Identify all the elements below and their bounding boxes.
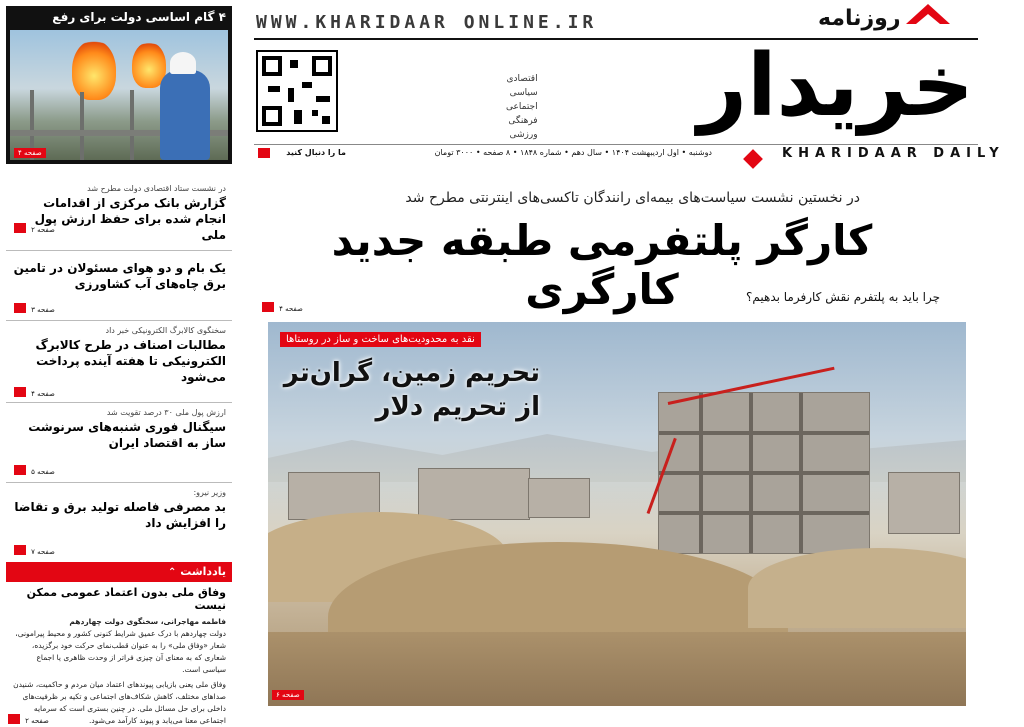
sidebar-page: صفحه ۲ [31, 226, 55, 234]
category: سیاسی [509, 88, 538, 98]
logo-diamond-icon [743, 149, 763, 169]
page-icon [8, 714, 20, 724]
sidebar-page: صفحه ۳ [31, 306, 55, 314]
main-subhead: چرا باید به پلتفرم نقش کارفرما بدهیم؟ [746, 290, 940, 304]
category: اجتماعی [506, 102, 538, 112]
category: اقتصادی [506, 74, 538, 84]
note-header [6, 562, 232, 582]
sidebar-page: صفحه ۵ [31, 468, 55, 476]
sidebar-title[interactable]: گزارش بانک مرکزی از اقدامات انجام شده برای حفظ ارزش پول ملی [34, 196, 226, 242]
helmet [170, 52, 196, 74]
sidebar-kicker: وزیر نیرو: [193, 488, 226, 497]
qr-code-icon[interactable] [256, 50, 338, 132]
top-banner[interactable] [6, 6, 232, 164]
photo-headline-line: تحریم زمین، گران‌تر [283, 358, 540, 388]
sidebar-item[interactable] [6, 322, 232, 400]
sidebar-item[interactable] [6, 180, 232, 242]
top-banner-headline: ۴ گام اساسی دولت برای رفع [52, 10, 226, 24]
page-icon [14, 303, 26, 313]
sidebar-page: صفحه ۷ [31, 548, 55, 556]
social-icon[interactable] [258, 148, 270, 158]
logo[interactable]: خریدار [697, 36, 974, 136]
worker-figure [160, 70, 210, 160]
page-icon [14, 465, 26, 475]
page-icon [14, 223, 26, 233]
sidebar-kicker: ارزش پول ملی ۳۰ درصد تقویت شد [106, 408, 226, 417]
sidebar-item[interactable] [6, 254, 232, 316]
follow-us[interactable]: ما را دنبال کنید [286, 148, 346, 157]
sidebar-item[interactable] [6, 484, 232, 558]
main-headline[interactable]: کارگر پلتفرمی طبقه جدید کارگری [331, 216, 873, 314]
note-title[interactable]: وفاق ملی بدون اعتماد عمومی ممکن نیست [26, 586, 226, 612]
sidebar-kicker: سخنگوی کالابرگ الکترونیکی خبر داد [105, 326, 226, 335]
page-icon [14, 387, 26, 397]
top-banner-photo [10, 30, 228, 160]
note-paragraph: وفاق ملی یعنی بازیابی پیوندهای اعتماد میان مردم و حاکمیت، شنیدن صداهای مختلف، کاهش شکاف‌های اجتماعی و تکیه بر ظرفیت‌های داخلی برای حل مسائل ملی. در چنین بستری است که سرمایه اجتماعی معنا می‌یابد و پیوند کارآمد می‌شود. [13, 680, 226, 725]
note-body[interactable] [6, 586, 232, 727]
note-page: صفحه ۲ [25, 717, 49, 725]
issue-info: دوشنبه • اول اردیبهشت ۱۴۰۴ • سال دهم • شماره ۱۸۴۸ • ۸ صفحه • ۳۰۰۰ تومان [434, 148, 712, 157]
flame-icon [72, 40, 116, 100]
photo-headline[interactable] [270, 356, 540, 424]
category-list [506, 72, 538, 142]
note-paragraph: دولت چهاردهم با درک عمیق شرایط کنونی کشور و محیط پیرامونی، شعار «وفاق ملی» را به عنوان قطب‌نمای حرکت خود برگزیده، شعاری که به معنای آن چیزی فراتر از وحدت ظاهری یا اجماع سیاسی است. [15, 629, 226, 674]
sidebar-title[interactable]: یک بام و دو هوای مسئولان در تامین برق چاه‌های آب کشاورزی [13, 261, 226, 291]
main-page: صفحه ۴ [279, 305, 303, 313]
website-url[interactable]: WWW.KHARIDAAR ONLINE.IR [256, 12, 598, 33]
sidebar-title[interactable]: بد مصرفی فاصله تولید برق و تقاضا را افزایش داد [14, 500, 226, 530]
category: ورزشی [509, 130, 538, 140]
note-label: یادداشت [180, 565, 226, 578]
chevron-up-icon: ⌃ [167, 567, 177, 578]
daily-label: KHARIDAAR DAILY [782, 146, 1005, 161]
photo-headline-line: از تحریم دلار [375, 392, 540, 422]
sidebar-page: صفحه ۴ [31, 390, 55, 398]
main-kicker: در نخستین نشست سیاست‌های بیمه‌ای رانندگان تاکسی‌های اینترنتی مطرح شد [405, 190, 860, 206]
photo-tag: نقد به محدودیت‌های ساخت و ساز در روستاها [280, 332, 481, 347]
page-icon [262, 302, 274, 312]
top-banner-page: صفحه ۴ [14, 148, 46, 158]
page-icon [14, 545, 26, 555]
note-author: فاطمه مهاجرانی، سخنگوی دولت چهاردهم [69, 617, 226, 626]
sidebar-kicker: در نشست ستاد اقتصادی دولت مطرح شد [87, 184, 226, 193]
roozname-label: روزنامه [818, 6, 901, 31]
sidebar-item[interactable] [6, 404, 232, 478]
photo-page: صفحه ۶ [272, 690, 304, 700]
sidebar-title[interactable]: مطالبات اصناف در طرح کالابرگ الکترونیکی تا هفته آینده پرداخت می‌شود [35, 338, 226, 384]
sidebar-title[interactable]: سیگنال فوری شنبه‌های سرنوشت ساز به اقتصاد ایران [28, 420, 226, 450]
category: فرهنگی [508, 116, 538, 126]
